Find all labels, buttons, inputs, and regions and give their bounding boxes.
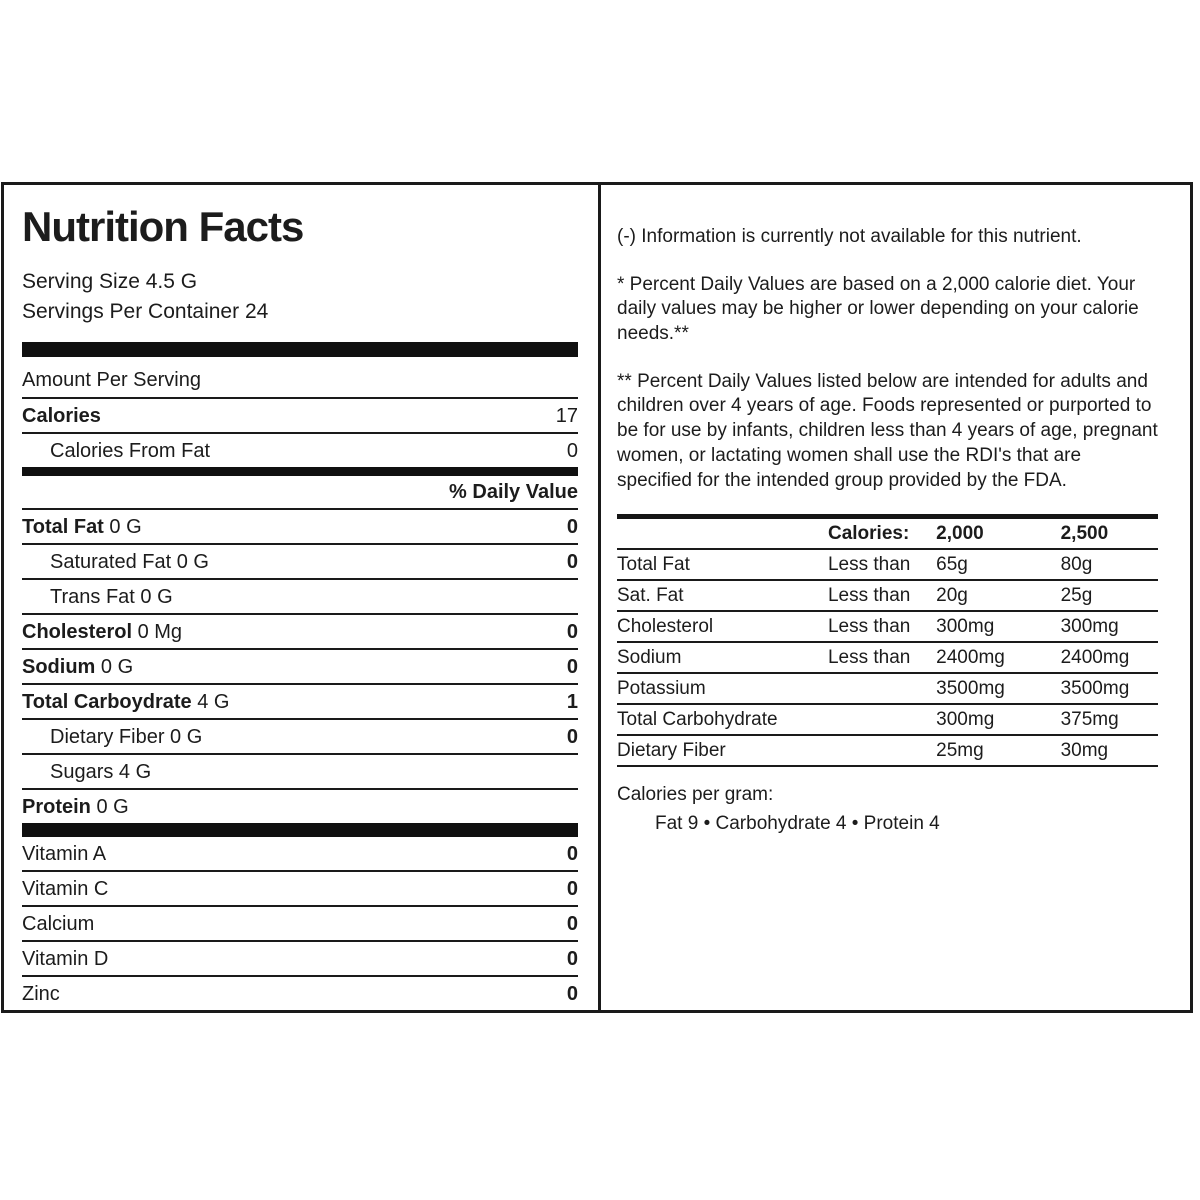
- nutrient-name: Trans Fat: [50, 585, 135, 608]
- micronutrient-daily-value: 0: [566, 982, 578, 1005]
- dv-nutrient: Sat. Fat: [617, 580, 828, 611]
- calories-from-fat-label: Calories From Fat: [50, 439, 211, 462]
- nutrient-name-amount: [22, 621, 182, 644]
- dv-value-2000: 65g: [936, 549, 1060, 580]
- nutrient-name-amount: [22, 551, 209, 574]
- nutrient-name-amount: [22, 656, 133, 679]
- dv-value-2000: 300mg: [936, 611, 1060, 642]
- micronutrient-name: Vitamin C: [22, 877, 109, 900]
- micronutrient-rows: [22, 837, 578, 1010]
- nutrient-row: [22, 650, 578, 685]
- micronutrient-row: [22, 977, 578, 1010]
- nutrient-rows: [22, 510, 578, 823]
- nutrient-amount: 0 G: [171, 550, 209, 573]
- daily-values-row: [617, 673, 1158, 704]
- nutrient-name-amount: [22, 691, 229, 714]
- nutrient-row: [22, 755, 578, 790]
- daily-values-header-row: [617, 517, 1158, 550]
- dv-nutrient: Total Carbohydrate: [617, 704, 828, 735]
- daily-values-row: [617, 704, 1158, 735]
- nutrient-amount: 4 G: [191, 690, 230, 713]
- nutrition-panel: [4, 185, 601, 1010]
- nutrient-name-amount: [22, 726, 202, 749]
- nutrient-name-amount: [22, 796, 129, 819]
- footnotes-panel: [601, 185, 1190, 1010]
- dv-nutrient: Total Fat: [617, 549, 828, 580]
- nutrient-daily-value: 1: [566, 690, 578, 713]
- dv-value-2500: 2400mg: [1061, 642, 1158, 673]
- amount-per-serving-label: Amount Per Serving: [22, 367, 578, 399]
- micronutrient-daily-value: 0: [566, 912, 578, 935]
- nutrient-amount: 4 G: [113, 760, 152, 783]
- nutrient-row: [22, 720, 578, 755]
- nutrient-amount: 0 G: [164, 725, 203, 748]
- separator-bar-medium-2: [22, 823, 578, 837]
- nutrient-row: [22, 615, 578, 650]
- micronutrient-name: Vitamin D: [22, 947, 109, 970]
- dv-qualifier: Less than: [828, 642, 936, 673]
- nutrient-amount: 0 G: [103, 515, 142, 538]
- nutrient-amount: 0 G: [95, 655, 134, 678]
- dv-value-2000: 2400mg: [936, 642, 1060, 673]
- nutrient-row: [22, 545, 578, 580]
- nutrient-name: Total Fat: [22, 515, 104, 538]
- daily-values-row: [617, 580, 1158, 611]
- dv-qualifier: [828, 673, 936, 704]
- nutrient-daily-value: 0: [566, 550, 578, 573]
- micronutrient-row: [22, 942, 578, 977]
- dv-qualifier: Less than: [828, 611, 936, 642]
- dv-nutrient: Cholesterol: [617, 611, 828, 642]
- dv-value-2000: 25mg: [936, 735, 1060, 766]
- micronutrient-daily-value: 0: [566, 877, 578, 900]
- nutrient-daily-value: 0: [566, 620, 578, 643]
- dv-qualifier: Less than: [828, 549, 936, 580]
- dv-qualifier: [828, 735, 936, 766]
- serving-size: Serving Size 4.5 G: [22, 270, 198, 293]
- nutrient-daily-value: 0: [566, 725, 578, 748]
- nutrient-amount: 0 Mg: [132, 620, 183, 643]
- dv-qualifier: [828, 704, 936, 735]
- daily-values-row: [617, 611, 1158, 642]
- nutrient-name: Sodium: [22, 655, 96, 678]
- micronutrient-name: Vitamin A: [22, 842, 107, 865]
- nutrient-row: [22, 580, 578, 615]
- separator-bar-medium: [22, 467, 578, 476]
- calories-per-gram-heading: Calories per gram:: [617, 784, 774, 806]
- nutrient-row: [22, 685, 578, 720]
- micronutrient-name: Calcium: [22, 912, 95, 935]
- nutrient-name-amount: [22, 516, 142, 539]
- dv-value-2500: 300mg: [1061, 611, 1158, 642]
- dv-nutrient: Potassium: [617, 673, 828, 704]
- dv-value-2000: 300mg: [936, 704, 1060, 735]
- dv-value-2000: 20g: [936, 580, 1060, 611]
- dv-header-2000: 2,000: [936, 517, 1060, 550]
- dv-value-2500: 30mg: [1061, 735, 1158, 766]
- double-star-footnote: ** Percent Daily Values listed below are intended for adults and children over 4 years of age. Foods represented or purported to be for use by infants, children less than 4 years of age, pregnant women, or lactating women shall use the RDI's that are specified for the intended group provided by the FDA.: [617, 370, 1158, 491]
- nutrient-daily-value: 0: [566, 515, 578, 538]
- daily-values-row: [617, 735, 1158, 766]
- dv-header-calories: Calories:: [828, 517, 936, 550]
- daily-values-table: [617, 514, 1158, 767]
- calories-from-fat-row: [22, 434, 578, 467]
- nutrient-name-amount: [22, 586, 173, 609]
- dv-header-blank: [617, 517, 828, 550]
- daily-values-row: [617, 549, 1158, 580]
- calories-label: Calories: [22, 404, 101, 427]
- dv-nutrient: Sodium: [617, 642, 828, 673]
- nutrient-row: [22, 510, 578, 545]
- calories-row: [22, 399, 578, 434]
- nutrient-daily-value: 0: [566, 655, 578, 678]
- nutrition-facts-label: [1, 182, 1193, 1013]
- dv-value-2500: 375mg: [1061, 704, 1158, 735]
- servings-per-container: Servings Per Container 24: [22, 300, 269, 324]
- nutrient-name-amount: [22, 761, 151, 784]
- dv-qualifier: Less than: [828, 580, 936, 611]
- dv-value-2500: 80g: [1061, 549, 1158, 580]
- micronutrient-row: [22, 837, 578, 872]
- nutrient-name: Total Carboydrate: [22, 690, 192, 713]
- nutrient-amount: 0 G: [134, 585, 173, 608]
- nutrient-row: [22, 790, 578, 823]
- micronutrient-name: Zinc: [22, 982, 60, 1005]
- dash-footnote: (-) Information is currently not available for this nutrient.: [617, 226, 1082, 247]
- micronutrient-row: [22, 872, 578, 907]
- calories-from-fat-value: 0: [566, 439, 578, 462]
- nutrition-facts-title: Nutrition Facts: [22, 203, 304, 250]
- nutrient-name: Cholesterol: [22, 620, 133, 643]
- nutrient-amount: 0 G: [90, 795, 129, 818]
- percent-daily-value-header: % Daily Value: [22, 476, 578, 510]
- micronutrient-daily-value: 0: [566, 947, 578, 970]
- nutrient-name: Saturated Fat: [50, 550, 172, 573]
- micronutrient-row: [22, 907, 578, 942]
- micronutrient-daily-value: 0: [566, 842, 578, 865]
- dv-header-2500: 2,500: [1061, 517, 1158, 550]
- calories-per-gram-values: Fat 9 • Carbohydrate 4 • Protein 4: [655, 813, 940, 835]
- dv-nutrient: Dietary Fiber: [617, 735, 828, 766]
- separator-bar-thick: [22, 342, 578, 357]
- dv-value-2500: 3500mg: [1061, 673, 1158, 704]
- dv-value-2500: 25g: [1061, 580, 1158, 611]
- dv-value-2000: 3500mg: [936, 673, 1060, 704]
- nutrient-name: Sugars: [50, 760, 114, 783]
- single-star-footnote: * Percent Daily Values are based on a 2,000 calorie diet. Your daily values may be higher or lower depending on your calorie needs.**: [617, 273, 1139, 345]
- nutrient-name: Protein: [22, 795, 91, 818]
- nutrient-name: Dietary Fiber: [50, 725, 165, 748]
- calories-value: 17: [555, 404, 578, 427]
- daily-values-row: [617, 642, 1158, 673]
